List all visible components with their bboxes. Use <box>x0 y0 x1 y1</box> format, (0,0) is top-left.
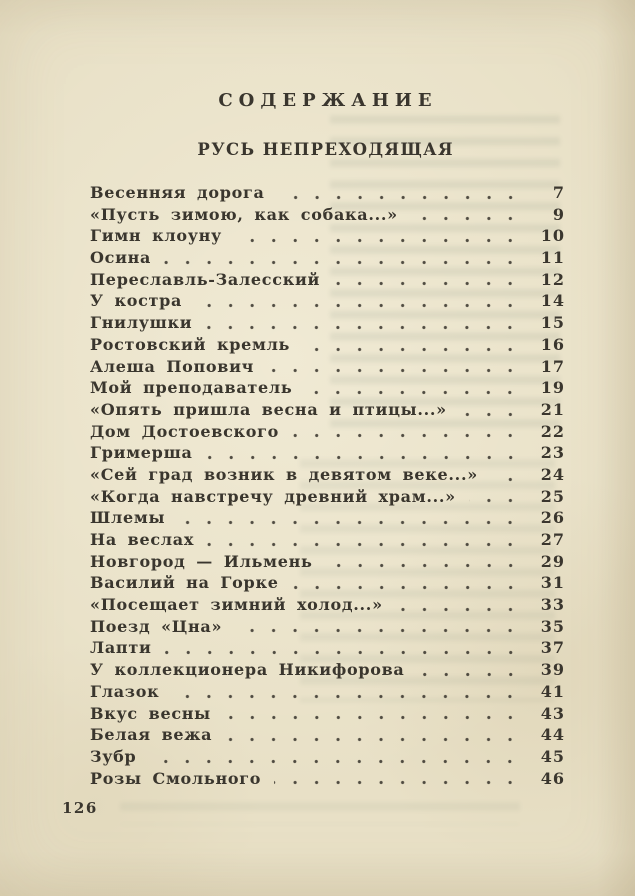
dot-leader <box>326 551 521 573</box>
toc-row <box>90 225 565 247</box>
toc-row <box>90 746 565 768</box>
dot-leader <box>225 724 521 746</box>
toc-row <box>90 334 565 356</box>
toc-entry-page-number: 14 <box>540 291 565 311</box>
toc-entry-title: «Опять пришла весна и птицы...» <box>90 399 447 419</box>
toc-entry-page-number: 41 <box>540 681 565 701</box>
dot-leader <box>333 269 521 291</box>
toc-row <box>90 204 565 226</box>
dot-leader <box>303 334 521 356</box>
toc-entry-page-number: 31 <box>540 573 565 593</box>
toc-row <box>90 421 565 443</box>
toc-row <box>90 247 565 269</box>
toc-entry-title: У коллекционера Никифорова <box>90 660 405 680</box>
toc-entry-title: Вкус весны <box>90 703 211 723</box>
toc-entry-title: У костра <box>90 291 183 311</box>
toc-row <box>90 551 565 573</box>
toc-entry-title: Василий на Горке <box>90 573 279 593</box>
contents-title: СОДЕРЖАНИЕ <box>218 90 438 111</box>
toc-row <box>90 377 565 399</box>
dot-leader <box>274 768 521 790</box>
toc-entry-title: Ростовский кремль <box>90 334 291 354</box>
dot-leader <box>460 399 521 421</box>
toc-entry-title: Переславль-Залесский <box>90 269 321 289</box>
toc-entry-page-number: 46 <box>540 768 565 788</box>
toc-entry-page-number: 17 <box>540 356 565 376</box>
toc-entry-title: Глазок <box>90 681 160 701</box>
toc-entry-title: Мой преподаватель <box>90 378 293 398</box>
dot-leader <box>235 616 521 638</box>
toc-row <box>90 312 565 334</box>
dot-leader <box>205 312 521 334</box>
dot-leader <box>292 421 521 443</box>
toc-entry-page-number: 21 <box>540 399 565 419</box>
toc-entry-title: «Сей град возник в девятом веке...» <box>90 464 478 484</box>
toc-entry-title: Зубр <box>90 746 137 766</box>
toc-entry-title: «Когда навстречу древний храм...» <box>90 486 456 506</box>
toc-entry-page-number: 12 <box>540 269 565 289</box>
toc-entry-page-number: 43 <box>540 703 565 723</box>
toc-entry-page-number: 23 <box>540 443 565 463</box>
dot-leader <box>491 464 521 486</box>
toc-row <box>90 290 565 312</box>
toc-row <box>90 703 565 725</box>
toc-row <box>90 594 565 616</box>
toc-entry-title: «Посещает зимний холод...» <box>90 595 383 615</box>
toc-entry-title: Осина <box>90 248 152 268</box>
dot-leader <box>207 529 521 551</box>
toc-entry-page-number: 27 <box>540 530 565 549</box>
ink-bleed-through-texture <box>120 795 520 825</box>
toc-row <box>90 659 565 681</box>
toc-row <box>90 529 565 551</box>
toc-row <box>90 616 565 638</box>
toc-entry-title: На веслах <box>90 530 195 549</box>
dot-leader <box>278 182 521 204</box>
toc-entry-page-number: 15 <box>540 313 565 333</box>
section-heading: РУСЬ НЕПРЕХОДЯЩАЯ <box>197 140 454 159</box>
toc-entry-title: Дом Достоевского <box>90 421 280 441</box>
toc-row <box>90 768 565 790</box>
toc-entry-title: «Пусть зимою, как собака...» <box>90 204 398 224</box>
dot-leader <box>149 746 521 768</box>
toc-entry-title: Алеша Попович <box>90 356 255 376</box>
dot-leader <box>195 290 521 312</box>
toc-entry-title: Новгород — Ильмень <box>90 551 313 571</box>
dot-leader <box>235 225 521 247</box>
toc-entry-page-number: 44 <box>540 725 565 745</box>
toc-row <box>90 507 565 529</box>
toc-row <box>90 637 565 659</box>
dot-leader <box>469 486 521 508</box>
toc-entry-page-number: 24 <box>540 464 565 484</box>
toc-entry-title: Розы Смольного <box>90 768 262 788</box>
toc-entry-page-number: 10 <box>540 226 565 246</box>
toc-entry-title: Белая вежа <box>90 725 213 745</box>
toc-entry-page-number: 7 <box>552 183 565 202</box>
dot-leader <box>206 442 521 464</box>
toc-entry-page-number: 16 <box>540 334 565 354</box>
toc-entry-title: Шлемы <box>90 508 166 528</box>
dot-leader <box>411 204 521 226</box>
toc-entry-page-number: 25 <box>540 486 565 506</box>
toc-entry-page-number: 9 <box>552 204 565 224</box>
toc-row <box>90 399 565 421</box>
folio-page-number: 126 <box>62 799 98 817</box>
dot-leader <box>178 507 521 529</box>
dot-leader <box>164 247 521 269</box>
toc-entry-page-number: 26 <box>540 508 565 528</box>
toc-entry-page-number: 35 <box>540 616 565 636</box>
dot-leader <box>172 681 521 703</box>
toc-list <box>90 182 565 789</box>
dot-leader <box>267 356 521 378</box>
toc-entry-page-number: 45 <box>540 746 565 766</box>
dot-leader <box>305 377 521 399</box>
toc-entry-page-number: 37 <box>540 638 565 658</box>
toc-row <box>90 356 565 378</box>
toc-row <box>90 442 565 464</box>
toc-entry-page-number: 39 <box>540 660 565 680</box>
toc-entry-title: Весенняя дорога <box>90 183 265 202</box>
dot-leader <box>165 637 521 659</box>
toc-row <box>90 486 565 508</box>
toc-entry-page-number: 33 <box>540 595 565 615</box>
dot-leader <box>418 659 521 681</box>
toc-row <box>90 182 565 204</box>
toc-entry-page-number: 29 <box>540 551 565 571</box>
toc-entry-title: Гимн клоуну <box>90 226 222 246</box>
toc-row <box>90 464 565 486</box>
toc-entry-page-number: 11 <box>540 248 565 268</box>
toc-entry-page-number: 19 <box>540 378 565 398</box>
toc-entry-title: Лапти <box>90 638 152 658</box>
toc-entry-title: Поезд «Цна» <box>90 616 223 636</box>
dot-leader <box>224 703 521 725</box>
toc-row <box>90 572 565 594</box>
dot-leader <box>396 594 521 616</box>
toc-row <box>90 681 565 703</box>
toc-entry-page-number: 22 <box>540 421 565 441</box>
dot-leader <box>292 572 521 594</box>
toc-entry-title: Гнилушки <box>90 313 193 333</box>
toc-entry-title: Гримерша <box>90 443 193 463</box>
toc-row <box>90 724 565 746</box>
toc-row <box>90 269 565 291</box>
